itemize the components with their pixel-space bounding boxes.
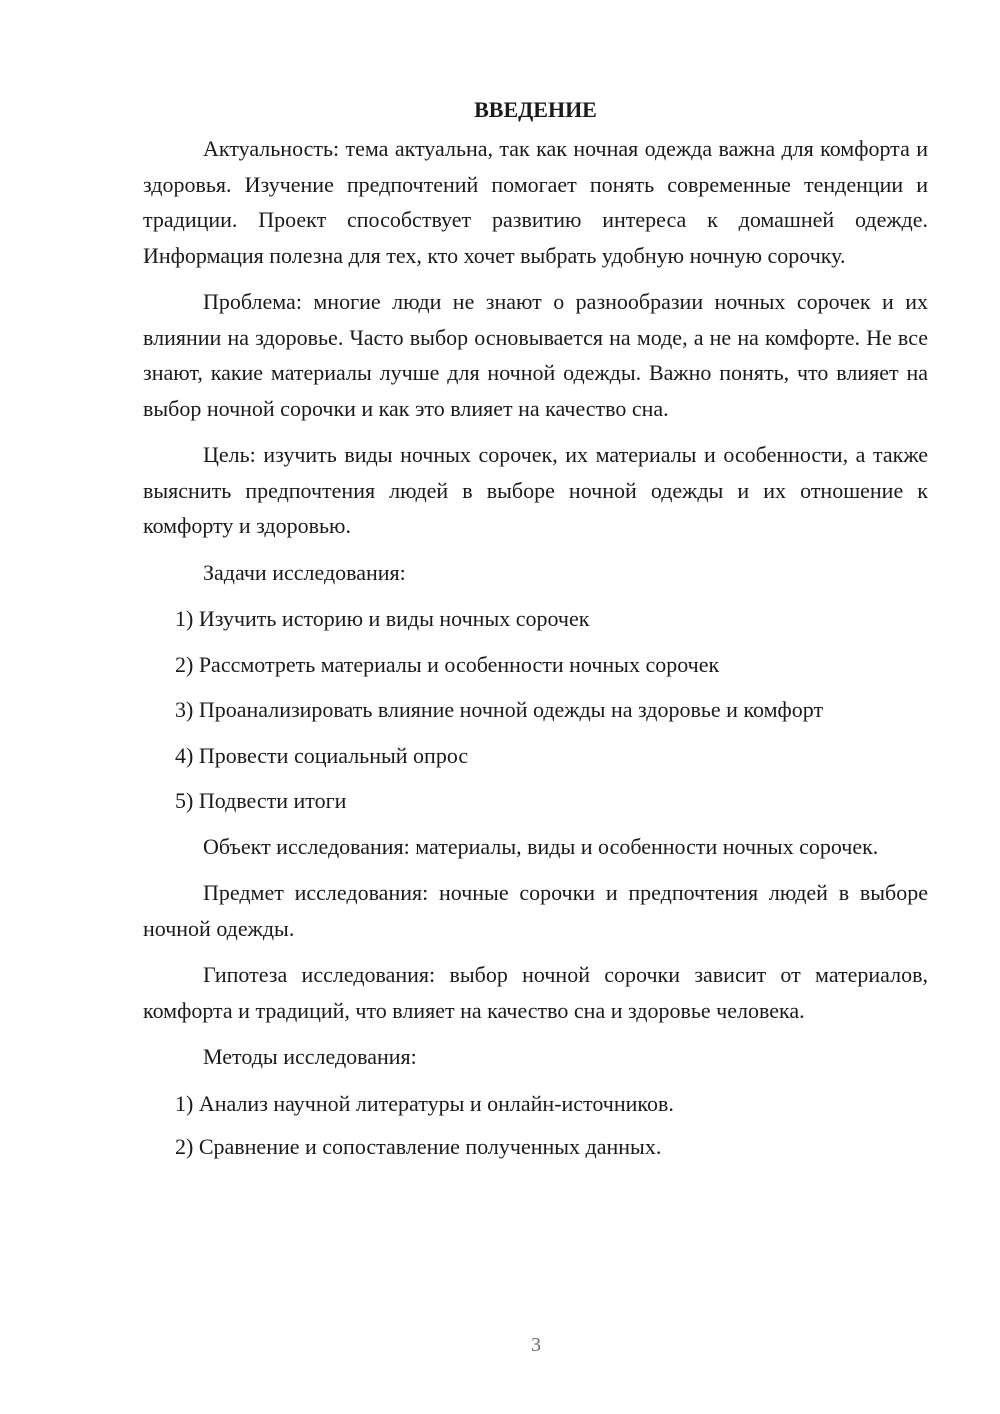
subject-paragraph: Предмет исследования: ночные сорочки и предпочтения людей в выборе ночной одежды.	[143, 880, 928, 941]
task-item: 1) Изучить историю и виды ночных сорочек	[175, 606, 590, 631]
task-item: 2) Рассмотреть материалы и особенности ночных сорочек	[175, 651, 720, 677]
methods-list	[143, 1086, 928, 1165]
page-number: 3	[531, 1334, 541, 1356]
task-item: 3) Проанализировать влияние ночной одежды на здоровье и комфорт	[175, 697, 824, 722]
page-content	[143, 92, 928, 1175]
section-title: ВВЕДЕНИЕ	[474, 97, 597, 122]
goal-paragraph: Цель: изучить виды ночных сорочек, их материалы и особенности, а также выяснить предпочтения людей в выборе ночной одежды и их отношение к комфорту и здоровью.	[143, 442, 928, 538]
hypothesis-paragraph: Гипотеза исследования: выбор ночной сорочки зависит от материалов, комфорта и традиций, что влияет на качество сна и здоровье человека.	[143, 962, 928, 1023]
tasks-heading: Задачи исследования:	[203, 559, 406, 585]
task-item: 5) Подвести итоги	[175, 788, 347, 813]
tasks-list	[143, 601, 928, 819]
methods-heading: Методы исследования:	[203, 1044, 417, 1069]
problem-paragraph: Проблема: многие люди не знают о разнообразии ночных сорочек и их влиянии на здоровье. Часто выбор основывается на моде, а не на комфорте. Не все знают, какие материалы лучше для ночной одежды. Важно понять, что влияет на выбор ночной сорочки и как это влияет на качество сна.	[143, 289, 928, 421]
method-item: 2) Сравнение и сопоставление полученных данных.	[175, 1134, 662, 1159]
task-item: 4) Провести социальный опрос	[175, 742, 469, 768]
object-paragraph: Объект исследования: материалы, виды и особенности ночных сорочек.	[203, 833, 879, 859]
relevance-paragraph: Актуальность: тема актуальна, так как ночная одежда важна для комфорта и здоровья. Изучение предпочтений помогает понять современные тенденции и традиции. Проект способствует развитию интереса к домашней одежде. Информация полезна для тех, кто хочет выбрать удобную ночную сорочку.	[143, 136, 928, 268]
method-item: 1) Анализ научной литературы и онлайн-источников.	[175, 1090, 674, 1116]
